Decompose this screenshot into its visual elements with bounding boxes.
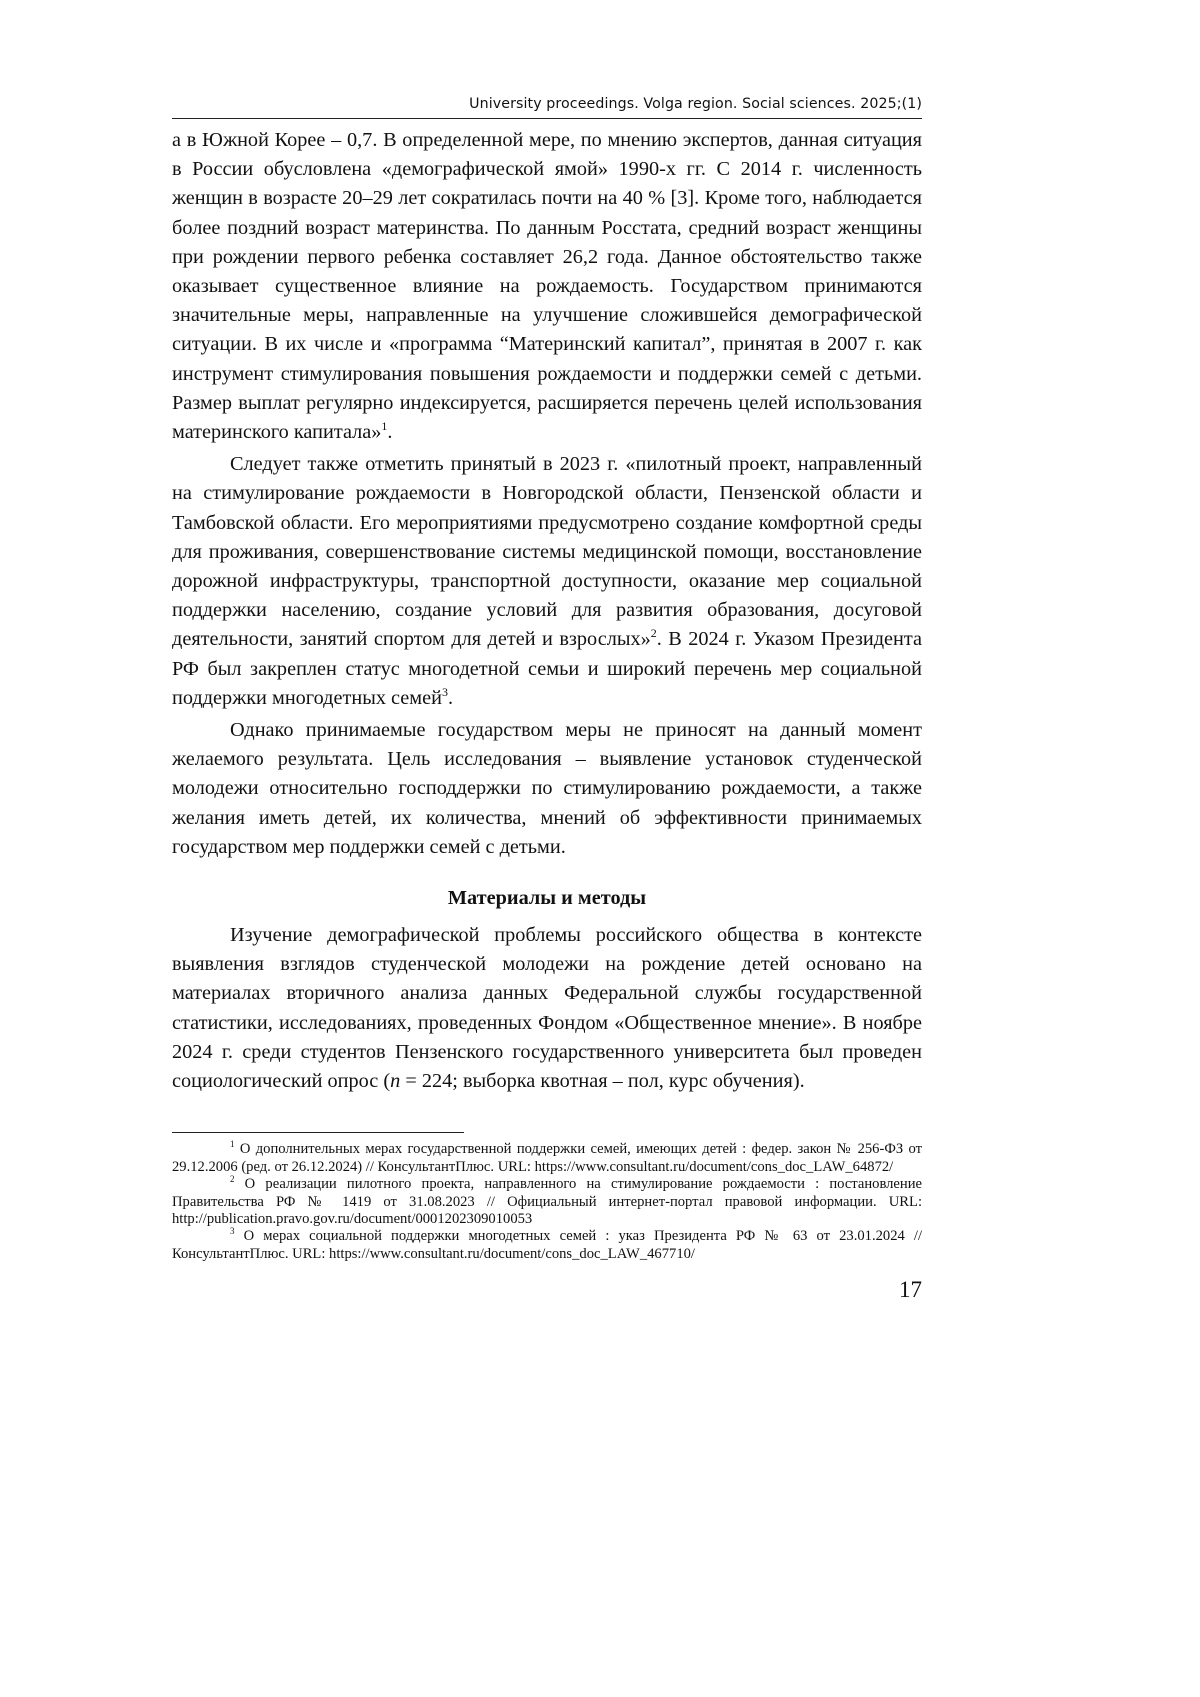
footnote-ref-3[interactable]: 3 (442, 684, 448, 699)
footnote-ref-2[interactable]: 2 (650, 626, 657, 641)
footnote-1: $^1$ О дополнительных мерах государственной поддержки семей, имеющих детей : федер. закон № 256-ФЗ от 29.12.2006 (ред. от 26.12.2024) // КонсультантПлюс. URL: https://www.consultant.ru/document/cons_doc_LAW_64872/ (172, 1139, 922, 1175)
footnote-2: $^2$ О реализации пилотного проекта, направленного на стимулирование рождаемости : постановление Правительства РФ № 1419 от 31.08.2023 // Официальный интернет-портал правовой информации. URL: http://publication.pravo.gov.ru/document/0001202309010053 (172, 1174, 922, 1227)
paragraph-2: Следует также отметить принятый в 2023 г. «пилотный проект, направленный на стимулирование рождаемости в Новгородской области, Пензенской области и Тамбовской области. Его мероприятиями предусмотрено создание комфортной среды для проживания, совершенствование системы медицинской помощи, восстановление дорожной инфраструктуры, транспортной доступности, оказание мер социальной поддержки населению, создание условий для развития образования, досуговой деятельности, занятий спортом для детей и взрослых»$^2$. В 2024 г. Указом Президента РФ был закреплен статус многодетной семьи и широкий перечень мер социальной поддержки многодетных семей$^3$. (172, 453, 923, 709)
footnote-ref-1[interactable]: 1 (381, 419, 388, 434)
footnote-3: $^3$ О мерах социальной поддержки многодетных семей : указ Президента РФ № 63 от 23.01.2024 // КонсультантПлюс. URL: https://www.consultant.ru/document/cons_doc_LAW_467710/ (172, 1226, 922, 1262)
article-body (172, 126, 922, 1096)
sample-size-symbol: n (390, 1070, 401, 1093)
footnotes (172, 1141, 922, 1263)
footnote-separator (172, 1132, 464, 1133)
section-heading: Материалы и методы (447, 887, 647, 910)
running-header: University proceedings. Volga region. Social sciences. 2025;(1) (172, 96, 922, 119)
paragraph-3: Однако принимаемые государством меры не приносят на данный момент желаемого результата. Цель исследования – выявление установок студенческой молодежи относительно господдержки по стимулированию рождаемости, а также желания иметь детей, их количества, мнений об эффективности принимаемых государством мер поддержки семей с детьми. (172, 719, 922, 858)
paragraph-1: а в Южной Корее – 0,7. В определенной мере, по мнению экспертов, данная ситуация в России обусловлена «демографической ямой» 1990-х гг. С 2014 г. численность женщин в возрасте 20–29 лет сократилась почти на 40 % [3]. Кроме того, наблюдается более поздний возраст материнства. По данным Росстата, средний возраст женщины при рождении первого ребенка составляет 26,2 года. Данное обстоятельство также оказывает существенное влияние на рождаемость. Государством принимаются значительные меры, направленные на улучшение сложившейся демографической ситуации. В их числе и «программа “Материнский капитал”, принятая в 2007 г. как инструмент стимулирования повышения рождаемости и поддержки семей с детьми. Размер выплат регулярно индексируется, расширяется перечень целей использования материнского капитала»$^1$. (172, 129, 922, 444)
paragraph-4: Изучение демографической проблемы российского общества в контексте выявления взглядов студенческой молодежи на рождение детей основано на материалах вторичного анализа данных Федеральной службы государственной статистики, исследованиях, проведенных Фондом «Общественное мнение». В ноябре 2024 г. среди студентов Пензенского государственного университета был проведен социологический опрос (n = 224; выборка квотная – пол, курс обучения). (172, 924, 922, 1093)
page-number: 17 (899, 1277, 922, 1303)
journal-page (172, 96, 922, 1303)
